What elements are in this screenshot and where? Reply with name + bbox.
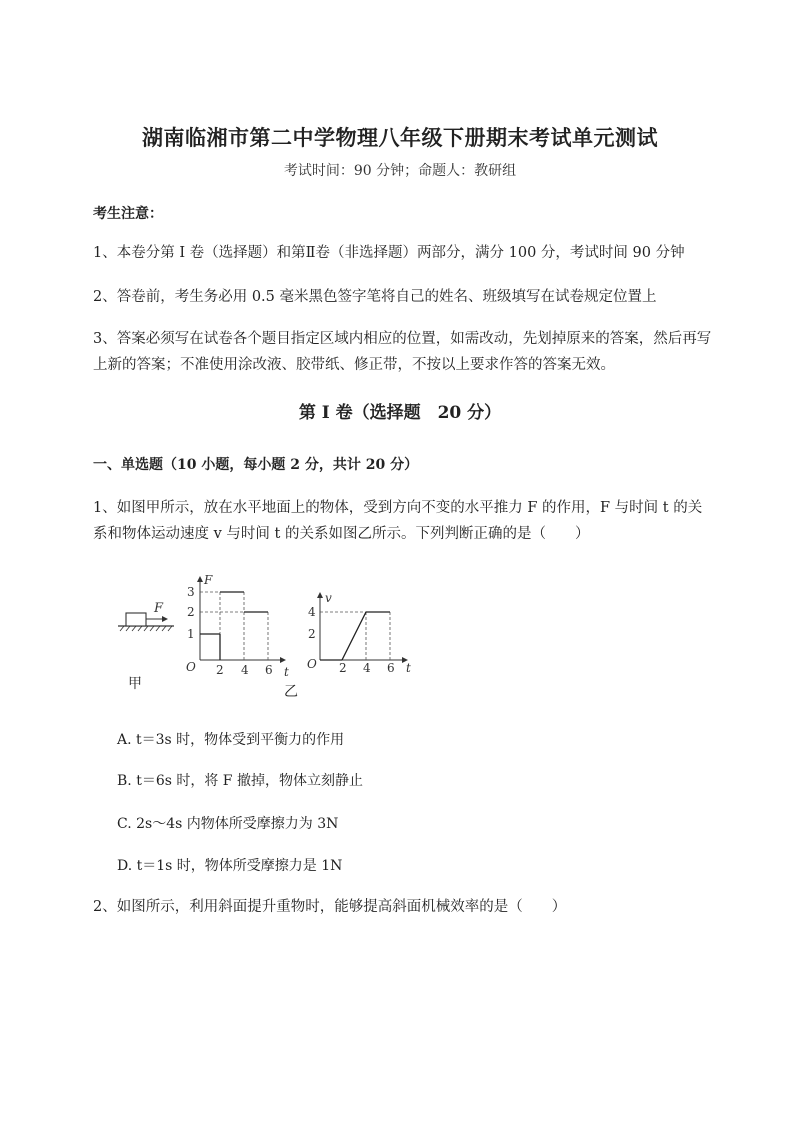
f-t-graph [186,573,298,698]
v-xtick-6: 6 [387,661,395,675]
f-origin-label: O [186,660,196,674]
f-xtick-2: 2 [216,663,224,677]
question-1-stem: 1、如图甲所示，放在水平地面上的物体，受到方向不变的水平推力 F 的作用，F 与时间 t 的关系和物体运动速度 v 与时间 t 的关系如图乙所示。下列判断正确的是（ ） [93,500,703,542]
f-xtick-6: 6 [265,663,273,677]
f-tick-3: 3 [187,585,195,599]
notice-item-1: 1、本卷分第 I 卷（选择题）和第Ⅱ卷（非选择题）两部分，满分 100 分，考试时间 90 分钟 [93,245,685,261]
f-tick-1: 1 [187,627,195,641]
f-xtick-4: 4 [241,663,249,677]
part-title: 第 I 卷（选择题 20 分） [298,403,502,423]
v-axis-label: v [325,591,332,605]
v-tick-2: 2 [308,627,316,641]
force-label: F [154,601,164,616]
question-1-option-b: B. t＝6s 时，将 F 撤掉，物体立刻静止 [117,773,363,789]
label-jia: 甲 [128,676,142,692]
label-yi: 乙 [284,684,298,698]
v-t-axis-label: t [406,661,411,675]
f-tick-2: 2 [187,605,195,619]
figure-jia [118,601,174,692]
question-1-figure [112,568,432,698]
v-tick-4: 4 [308,605,316,619]
exam-title: 湖南临湘市第二中学物理八年级下册期末考试单元测试 [142,125,658,150]
section-title: 一、单选题（10 小题，每小题 2 分，共计 20 分） [93,457,419,473]
question-1-option-c: C. 2s～4s 内物体所受摩擦力为 3N [117,816,339,832]
notice-heading: 考生注意： [93,206,163,222]
f-axis-label: F [204,573,213,587]
question-1-option-a: A. t＝3s 时，物体受到平衡力的作用 [117,732,345,748]
question-1-option-d: D. t＝1s 时，物体所受摩擦力是 1N [117,858,343,874]
v-origin-label: O [307,657,317,671]
question-2-stem: 2、如图所示，利用斜面提升重物时，能够提高斜面机械效率的是（ ） [93,899,567,915]
notice-item-3: 3、答案必须写在试卷各个题目指定区域内相应的位置，如需改动，先划掉原来的答案，然后再写上新的答案；不准使用涂改液、胶带纸、修正带，不按以上要求作答的答案无效。 [93,331,712,373]
v-t-graph [307,591,411,675]
f-t-axis-label: t [284,665,289,679]
v-xtick-4: 4 [363,661,371,675]
v-segment-accel [342,612,366,660]
v-xtick-2: 2 [339,661,347,675]
exam-subtitle: 考试时间：90 分钟；命题人：教研组 [283,163,517,179]
notice-item-2: 2、答卷前，考生务必用 0.5 毫米黑色签字笔将自己的姓名、班级填写在试卷规定位置上 [93,289,657,305]
